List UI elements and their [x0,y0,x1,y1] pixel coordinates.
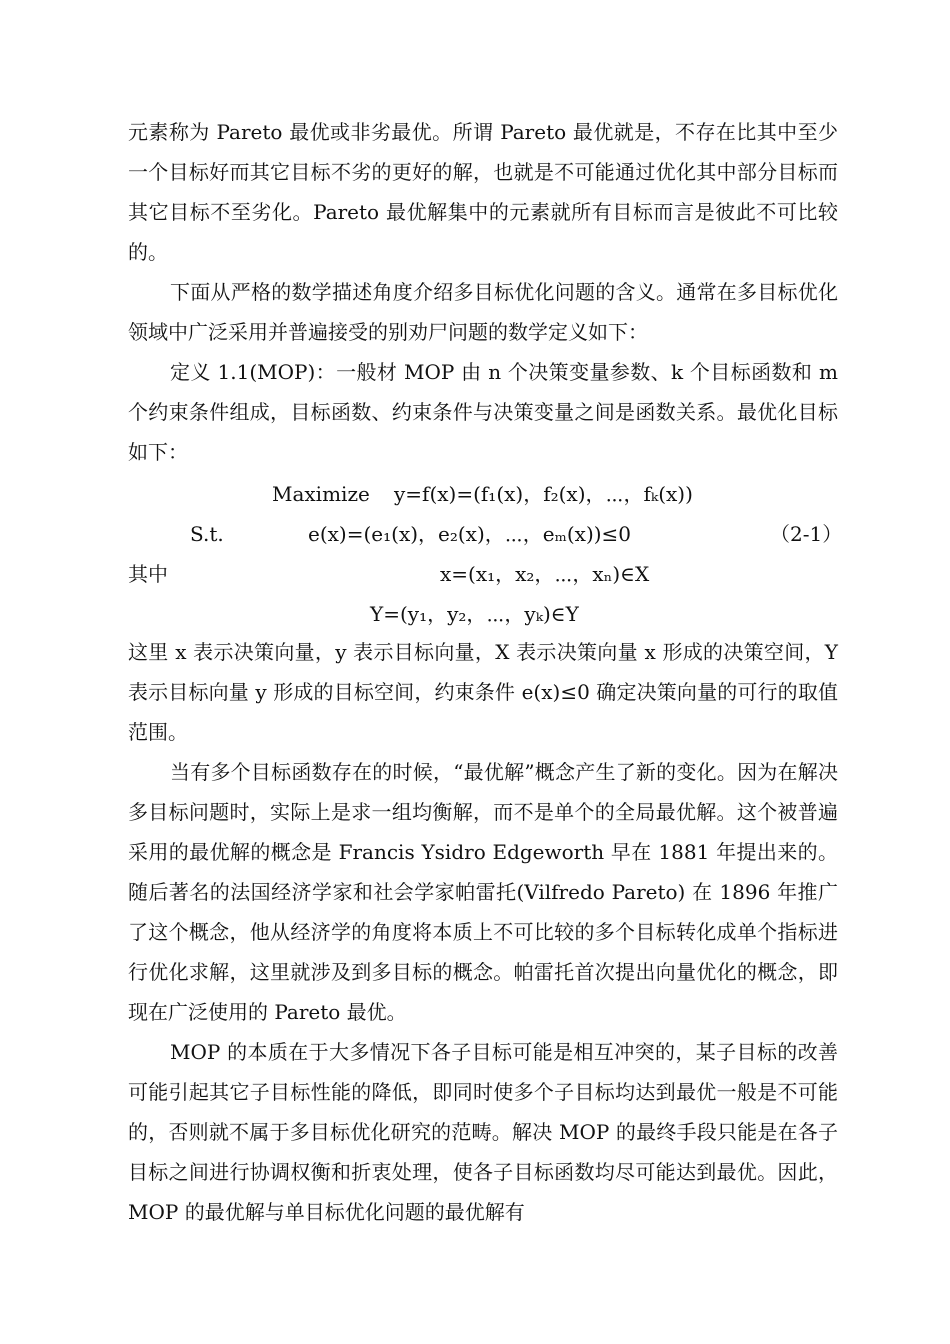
paragraph-pareto-history: 当有多个目标函数存在的时候，“最优解”概念产生了新的变化。因为在解决多目标问题时，实际上是求一组均衡解，而不是单个的全局最优解。这个被普遍采用的最优解的概念是 Francis Ysidro Edgeworth 早在 1881 年提出来的。随后著名的法国经济学家和社会学家帕雷托(Vilfredo Pareto) 在 1896 年推广了这个概念，他从经济学的角度将本质上不可比较的多个目标转化成单个指标进行优化求解，这里就涉及到多目标的概念。帕雷托首次提出向量优化的概念，即现在广泛使用的 Pareto 最优。 [128,760,838,1024]
objective-vector-formula: y=f(x)=(f₁(x)，f₂(x)，⋯，fₖ(x)) [394,482,693,506]
subject-to-label: S.t. [190,522,224,546]
maximize-label: Maximize [272,482,370,506]
paragraph-pareto-definition: 元素称为 Pareto 最优或非劣最优。所谓 Pareto 最优就是，不存在比其中至少一个目标好而其它目标不劣的更好的解，也就是不可能通过优化其中部分目标而其它目标不至劣化。Pareto 最优解集中的元素就所有目标而言是彼此不可比较的。 [128,120,838,264]
paragraph-vector-explanation: 这里 x 表示决策向量，y 表示目标向量，X 表示决策向量 x 形成的决策空间，Y 表示目标向量 y 形成的目标空间，约束条件 e(x)≤0 确定决策向量的可行的取值范围。 [128,640,838,744]
objective-space-formula: Y=(y₁，y₂，⋯，yₖ)∈Y [370,602,579,626]
where-label: 其中 [128,562,168,586]
paragraph-mop-intro: 下面从严格的数学描述角度介绍多目标优化问题的含义。通常在多目标优化领域中广泛采用并普遍接受的别劝尸问题的数学定义如下： [128,280,838,344]
constraint-formula: e(x)=(e₁(x)，e₂(x)，⋯，eₘ(x))≤0 [308,522,632,546]
equation-number: （2-1） [770,522,843,546]
decision-vector-formula: x=(x₁，x₂，⋯，xₙ)∈X [440,562,650,586]
paragraph-mop-essence: MOP 的本质在于大多情况下各子目标可能是相互冲突的，某子目标的改善可能引起其它子目标性能的降低，即同时使多个子目标均达到最优一般是不可能的，否则就不属于多目标优化研究的范畴。解决 MOP 的最终手段只能是在各子目标之间进行协调权衡和折衷处理，使各子目标函数均尽可能达到最优。因此，MOP 的最优解与单目标优化问题的最优解有 [128,1040,838,1224]
paragraph-definition-1-1: 定义 1.1(MOP)：一般材 MOP 由 n 个决策变量参数、k 个目标函数和 m 个约束条件组成，目标函数、约束条件与决策变量之间是函数关系。最优化目标如下： [128,360,838,464]
